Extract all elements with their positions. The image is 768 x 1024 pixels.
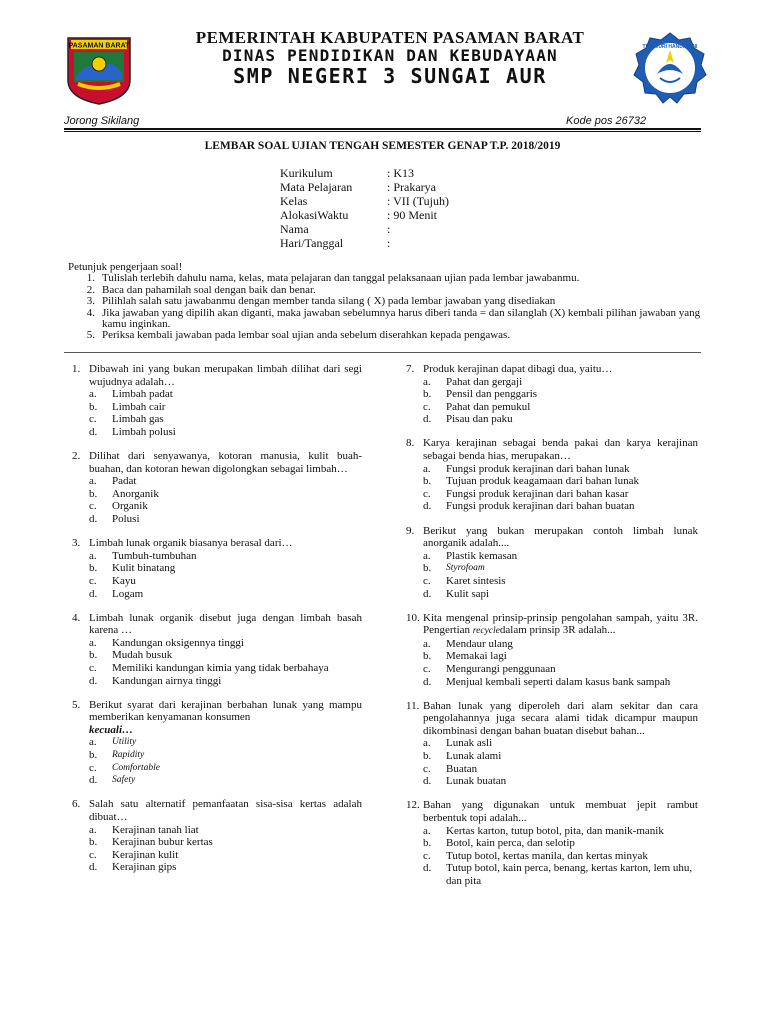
question-number: 5. <box>72 698 81 711</box>
option-letter: b. <box>89 487 98 500</box>
instruction-number: 1. <box>86 272 95 285</box>
option <box>423 413 698 426</box>
option-letter: a. <box>89 736 97 749</box>
option-letter: d. <box>423 500 432 513</box>
option-text: Pisau dan paku <box>446 413 513 426</box>
logo-right-text: TUT WURI HANDAYANI <box>642 44 698 50</box>
option-letter: c. <box>89 848 97 861</box>
option-text: Utility <box>112 737 137 748</box>
question-number: 7. <box>406 363 415 375</box>
option-letter: a. <box>423 549 431 562</box>
header-rule-thin <box>64 131 701 132</box>
option-text: Lunak asli <box>446 737 493 750</box>
question-number: 11. <box>406 699 420 712</box>
option <box>423 663 698 676</box>
question-12 <box>406 799 698 887</box>
instructions <box>68 262 708 342</box>
info-value: : <box>387 222 391 236</box>
option-letter: b. <box>89 749 98 762</box>
question-number: 12. <box>406 799 420 812</box>
logo-left-text: PASAMAN BARAT <box>68 42 130 50</box>
option <box>89 849 362 862</box>
instruction-number: 2. <box>86 283 95 296</box>
option-letter: a. <box>89 388 97 401</box>
header-government: PEMERINTAH KABUPATEN PASAMAN BARAT <box>195 28 585 47</box>
option-text: Limbah polusi <box>112 425 176 438</box>
kabupaten-pasaman-barat-logo-icon <box>64 34 134 106</box>
option-letter: a. <box>423 375 431 388</box>
option-letter: a. <box>89 636 97 649</box>
option <box>89 562 362 575</box>
option-text: Kayu <box>112 574 136 587</box>
option <box>89 637 362 650</box>
option-text: Kulit binatang <box>112 562 176 575</box>
question-text: Berikut yang bukan merupakan contoh limbah lunak anorganik adalah.... <box>423 524 698 550</box>
option-letter: a. <box>89 475 97 488</box>
option <box>89 401 362 414</box>
option-text: Memiliki kandungan kimia yang tidak berbahaya <box>112 661 329 674</box>
question-text: Salah satu alternatif pemanfaatan sisa-sisa kertas adalah dibuat… <box>89 798 362 823</box>
option <box>423 750 698 763</box>
info-label: AlokasiWaktu <box>280 208 349 222</box>
option <box>89 500 362 513</box>
option <box>89 749 362 762</box>
option-text: Tutup botol, kertas manila, dan kertas minyak <box>446 849 648 862</box>
instruction-text: Tulislah terlebih dahulu nama, kelas, mata pelajaran dan tanggal pelaksanaan ujian pada lembar jawabanmu. <box>102 272 580 285</box>
option-text: Tujuan produk keagamaan dari bahan lunak <box>446 475 639 488</box>
info-label: Hari/Tanggal <box>280 236 344 250</box>
instruction-text: Pilihlah salah satu jawabanmu dengan member tanda silang ( X) pada lembar jawaban yang disediakan <box>102 295 556 308</box>
option-text: Lunak buatan <box>446 775 507 788</box>
option-text: Fungsi produk kerajinan dari bahan buatan <box>446 500 635 513</box>
address-left: Jorong Sikilang <box>64 115 140 127</box>
option <box>89 426 362 439</box>
tut-wuri-handayani-logo-icon <box>632 30 708 106</box>
question-text-part: dalam prinsip 3R adalah... <box>499 624 616 637</box>
option-text: Safety <box>112 775 136 786</box>
option-letter: c. <box>89 413 97 426</box>
option <box>89 550 362 563</box>
exam-info <box>280 166 449 250</box>
info-row <box>280 180 449 194</box>
option-text: Plastik kemasan <box>446 549 518 562</box>
option <box>89 736 362 749</box>
question-number: 4. <box>72 611 81 624</box>
option <box>89 475 362 488</box>
question-number: 10. <box>406 611 420 624</box>
option <box>89 588 362 601</box>
option <box>89 774 362 787</box>
option-text: Menjual kembali seperti dalam kasus bank sampah <box>446 675 671 688</box>
option-text: Fungsi produk kerajinan dari bahan lunak <box>446 462 630 475</box>
instruction-text: Jika jawaban yang dipilih akan diganti, maka jawaban sebelumnya harus diberi tanda = dan silanglah (X) kembali pilihan jawaban yang kamu inginkan. <box>102 306 701 331</box>
option <box>423 737 698 750</box>
option-letter: c. <box>89 761 97 774</box>
option-text: Polusi <box>112 513 140 526</box>
option <box>423 588 698 601</box>
question-9 <box>406 525 698 601</box>
option <box>89 675 362 688</box>
question-4 <box>72 612 362 688</box>
option-text: Pahat dan gergaji <box>446 375 523 388</box>
instruction-number: 4. <box>86 306 95 319</box>
option-text: Limbah padat <box>112 388 173 401</box>
question-11 <box>406 700 698 788</box>
option-text: Kerajinan tanah liat <box>112 823 199 836</box>
option-text: Mendaur ulang <box>446 637 513 650</box>
info-label: Kelas <box>280 194 308 208</box>
option-letter: c. <box>89 500 97 513</box>
question-text: Bahan yang digunakan untuk membuat jepit rambut berbentuk topi adalah... <box>423 799 698 824</box>
page-title: LEMBAR SOAL UJIAN TENGAH SEMESTER GENAP T.P. 2018/2019 <box>204 140 561 152</box>
option-letter: a. <box>89 823 97 836</box>
option-text: Kulit sapi <box>446 587 490 600</box>
question-emphasis: kecuali… <box>89 723 133 736</box>
instruction-text: Periksa kembali jawaban pada lembar soal ujian anda sebelum diserahkan kepada pengawas. <box>102 329 511 342</box>
option-letter: c. <box>423 487 431 500</box>
option-text: Kerajinan bubur kertas <box>112 836 213 849</box>
option-letter: b. <box>423 388 432 401</box>
option-letter: b. <box>89 562 98 575</box>
option-text: Lunak alami <box>446 750 502 763</box>
option <box>423 550 698 563</box>
question-2 <box>72 450 362 526</box>
option-letter: d. <box>423 675 432 688</box>
question-text-part: Kita mengenal prinsip-prinsip pengolahan sampah, yaitu 3R. Pengertian <box>423 611 698 637</box>
info-label: Mata Pelajaran <box>280 180 353 194</box>
option-letter: c. <box>423 400 431 413</box>
option-letter: b. <box>423 562 432 575</box>
option-text: Anorganik <box>112 487 159 500</box>
option-letter: b. <box>89 649 98 662</box>
option-text: Mengurangi penggunaan <box>446 662 556 675</box>
option-letter: d. <box>89 425 98 438</box>
option-letter: b. <box>423 475 432 488</box>
option-letter: c. <box>423 574 431 587</box>
option <box>89 413 362 426</box>
info-row <box>280 194 449 208</box>
instruction-number: 3. <box>86 295 95 308</box>
option-text: Memakai lagi <box>446 650 507 663</box>
instruction-item <box>68 296 708 307</box>
option <box>423 650 698 663</box>
info-row <box>280 222 449 236</box>
option <box>423 825 698 838</box>
option <box>89 836 362 849</box>
question-text <box>423 612 698 638</box>
option-letter: a. <box>423 737 431 750</box>
option <box>423 676 698 689</box>
question-text: Bahan lunak yang diperoleh dari alam sekitar dan cara pengolahannya juga secara alami tidak dicampur maupun dikombinasi dengan bahan buatan disebut bahan... <box>423 699 698 737</box>
option-letter: d. <box>89 674 98 687</box>
option <box>423 475 698 488</box>
info-row <box>280 208 449 222</box>
question-text: Limbah lunak organik biasanya berasal dari… <box>89 537 293 550</box>
option <box>423 837 698 850</box>
question-text: Dibawah ini yang bukan merupakan limbah dilihat dari segi wujudnya adalah… <box>89 363 362 388</box>
option-letter: a. <box>89 549 97 562</box>
option <box>89 861 362 874</box>
info-value: : Prakarya <box>387 180 436 194</box>
option <box>89 488 362 501</box>
info-row <box>280 236 449 250</box>
option-letter: c. <box>423 662 431 675</box>
option-letter: a. <box>423 824 431 837</box>
option-text: Mudah busuk <box>112 649 173 662</box>
question-text: Produk kerajinan dapat dibagi dua, yaitu… <box>423 363 613 375</box>
option <box>423 862 698 887</box>
option-text: Pensil dan penggaris <box>446 388 538 401</box>
option <box>423 388 698 401</box>
option-letter: c. <box>89 661 97 674</box>
option-letter: b. <box>89 836 98 849</box>
instruction-item <box>68 330 708 341</box>
option-letter: b. <box>423 837 432 850</box>
info-label: Kurikulum <box>280 166 333 180</box>
option-text: Tutup botol, kain perca, benang, kertas karton, lem uhu, dan pita <box>446 862 693 887</box>
question-number: 8. <box>406 437 415 450</box>
option-letter: d. <box>423 587 432 600</box>
option <box>423 562 698 575</box>
question-1 <box>72 363 362 439</box>
option-letter: d. <box>423 775 432 788</box>
option-text: Buatan <box>446 762 478 775</box>
option <box>423 763 698 776</box>
option <box>423 850 698 863</box>
question-6 <box>72 798 362 874</box>
option <box>423 401 698 414</box>
option <box>89 575 362 588</box>
option <box>89 762 362 775</box>
option <box>89 388 362 401</box>
info-value: : VII (Tujuh) <box>387 194 450 208</box>
option-text: Kandungan oksigennya tinggi <box>112 636 244 649</box>
option-letter: b. <box>423 750 432 763</box>
question-number: 2. <box>72 450 81 463</box>
question-8 <box>406 437 698 513</box>
question-number: 1. <box>72 363 81 375</box>
question-text: Limbah lunak organik disebut juga dengan limbah basah karena … <box>89 611 362 637</box>
option-text: Organik <box>112 500 148 513</box>
option <box>89 513 362 526</box>
option-letter: b. <box>423 650 432 663</box>
info-label: Nama <box>280 222 309 236</box>
option-text: Logam <box>112 587 144 600</box>
question-3 <box>72 537 362 600</box>
option-letter: d. <box>89 774 98 787</box>
instructions-heading: Petunjuk pengerjaan soal! <box>68 261 183 273</box>
question-text: Dilihat dari senyawanya, kotoran manusia, kulit buah-buahan, dan kotoran hewan digolongkan sebagai limbah… <box>89 450 362 475</box>
option-text: Karet sintesis <box>446 574 506 587</box>
header-department: DINAS PENDIDIKAN DAN KEBUDAYAAN <box>222 46 558 65</box>
question-text: Berikut syarat dari kerajinan berbahan lunak yang mampu memberikan kenyamanan konsumen <box>89 698 362 724</box>
option <box>423 488 698 501</box>
option-text: Kandungan airnya tinggi <box>112 674 222 687</box>
option <box>423 376 698 389</box>
option-letter: b. <box>89 400 98 413</box>
option <box>423 638 698 651</box>
option-text: Pahat dan pemukul <box>446 400 531 413</box>
option-text: Tumbuh-tumbuhan <box>112 549 197 562</box>
option-letter: c. <box>89 574 97 587</box>
question-7 <box>406 363 698 426</box>
questions-left-column <box>72 363 362 885</box>
option-letter: d. <box>89 513 98 526</box>
question-text: Karya kerajinan sebagai benda pakai dan karya kerajinan sebagai benda hias, merupakan… <box>423 437 698 463</box>
option-letter: d. <box>89 587 98 600</box>
question-text-italic: recycle <box>472 626 500 637</box>
address-right: Kode pos 26732 <box>566 115 647 127</box>
info-value: : 90 Menit <box>387 208 437 222</box>
option-letter: a. <box>423 637 431 650</box>
option <box>89 824 362 837</box>
question-number: 3. <box>72 537 81 550</box>
option-text: Styrofoam <box>446 563 485 574</box>
option-text: Kertas karton, tutup botol, pita, dan manik-manik <box>446 824 664 837</box>
option-letter: d. <box>423 413 432 426</box>
header-rule <box>64 128 701 130</box>
option-text: Limbah cair <box>112 400 166 413</box>
option <box>423 575 698 588</box>
question-number: 9. <box>406 524 415 537</box>
option-text: Kerajinan gips <box>112 861 177 874</box>
option <box>89 662 362 675</box>
option-letter: c. <box>423 762 431 775</box>
option-text: Botol, kain perca, dan selotip <box>446 837 575 850</box>
option-text: Limbah gas <box>112 413 164 426</box>
questions-right-column <box>406 363 698 899</box>
option <box>89 649 362 662</box>
option <box>423 463 698 476</box>
instruction-item <box>68 308 708 331</box>
option-text: Kerajinan kulit <box>112 848 179 861</box>
option <box>423 500 698 513</box>
option-letter: d. <box>89 861 98 874</box>
instruction-text: Baca dan pahamilah soal dengan baik dan benar. <box>102 283 316 296</box>
section-divider <box>64 352 701 353</box>
header-school: SMP NEGERI 3 SUNGAI AUR <box>233 64 547 88</box>
info-value: : K13 <box>387 166 414 180</box>
option <box>423 775 698 788</box>
info-row <box>280 166 449 180</box>
option-text: Comfortable <box>112 762 161 773</box>
option-letter: d. <box>423 862 432 875</box>
instruction-number: 5. <box>86 329 95 342</box>
option-letter: c. <box>423 849 431 862</box>
option-text: Fungsi produk kerajinan dari bahan kasar <box>446 487 629 500</box>
question-5 <box>72 699 362 787</box>
question-10 <box>406 612 698 689</box>
question-number: 6. <box>72 798 81 811</box>
instructions-list <box>68 273 708 341</box>
option-text: Padat <box>112 475 137 488</box>
option-text: Rapidity <box>112 750 145 761</box>
option-letter: a. <box>423 462 431 475</box>
info-value: : <box>387 236 391 250</box>
